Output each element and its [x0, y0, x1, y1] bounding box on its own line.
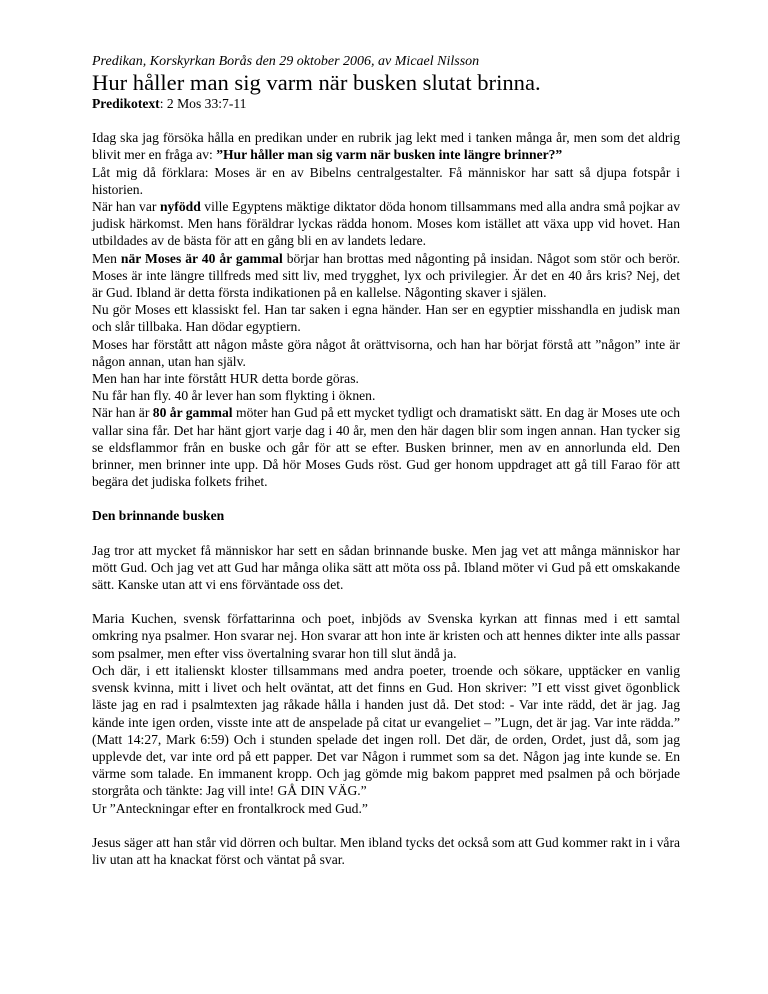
- intro-text: Idag ska jag försöka hålla en predikan under en rubrik jag lekt med i tanken många år, men som det aldrig blivit mer en fråga av:: [92, 130, 680, 163]
- paragraph-text: Och där, i ett italienskt kloster tillsammans med andra poeter, troende och sökare, upptäcker en vanlig svensk kvinna, mitt i livet och helt oväntat, att det finns en Gud. Hon skriver: ”I ett visst givet ögonblick läste jag en rad i psalmtexten jag råkade hålla i handen just då. Det stod: - Var inte rädd, det är jag. Jag kände inte igen orden, visste inte att de anspelade på citat ur evangeliet – ”Lugn, det är jag. Var inte rädda.” (Matt 14:27, Mark 6:59) Och i stunden spelade det ingen roll. Det där, de orden, Ordet, just då, som jag upplevde det, var inte ord på ett papper. Det var Någon i rummet som sa det. Någon jag inte kunde se. En värme som talade. En immanent kropp. Och jag gömde mig bakom pappret med psalmen på och började storgråta och tänkte: Jag vill inte! GÅ DIN VÄG.”: [92, 662, 680, 799]
- paragraph-text: Jesus säger att han står vid dörren och bultar. Men ibland tycks det också som att Gud kommer rakt in i våra liv utan att ha knackat först och väntat på svar.: [92, 834, 680, 867]
- section-paragraph-1: [92, 542, 680, 594]
- intro-text: möter han Gud på ett mycket tydligt och dramatiskt sätt. En dag är Moses ute och vallar sina får. Det har hänt gjort varje dag i 40 år, men den här dagen blir som ingen annan. Han tycker sig se eldsflammor från en buske och går för att se efter. Busken brinner, men av en annorlunda eld. Den brinner, men brinner inte upp. Då hör Moses Guds röst. Gud ger honom uppdraget att gå till Farao för att begära det judiska folkets frihet.: [92, 405, 681, 490]
- intro-paragraph-6: Moses har förstått att någon måste göra något åt orättvisorna, och han har börjat förstå att ”någon” inte är någon annan, utan han själv.: [92, 336, 680, 369]
- intro-text: När han var: [92, 199, 160, 215]
- page-title: Hur håller man sig varm när busken slutat brinna.: [92, 70, 541, 95]
- intro-paragraph-3: [92, 198, 680, 250]
- paragraph-text: Maria Kuchen, svensk författarinna och poet, inbjöds av Svenska kyrkan att finnas med i ett samtal omkring nya psalmer. Hon svarar nej. Hon svarar att hon inte är kristen och att hennes dikter inte alls passar som psalmer, men efter viss övertalning svarar hon till slut ändå ja.: [92, 611, 680, 661]
- section-paragraph-3: [92, 834, 680, 868]
- intro-text: ville Egyptens mäktige diktator döda honom tillsammans med alla andra små pojkar av judisk härkomst. Men hans föräldrar lyckas rädda honom. Moses kom istället att växa upp vid hovet. Han utbildades av de bästa för att en gång bli en av landets ledare.: [92, 199, 680, 249]
- intro-question: ”Hur håller man sig varm när busken inte längre brinner?”: [216, 147, 563, 163]
- intro-paragraph-4: [92, 250, 680, 302]
- intro-section: [92, 129, 680, 490]
- intro-emphasis: när Moses är 40 år gammal: [120, 250, 283, 266]
- text-reference-label: Predikotext: [92, 96, 160, 111]
- intro-paragraph-9: [92, 404, 680, 490]
- quote-source: Ur ”Anteckningar efter en frontalkrock med Gud.”: [92, 800, 368, 816]
- intro-paragraph-8: Nu får han fly. 40 år lever han som flykting i öknen.: [92, 388, 376, 404]
- document-page: [92, 53, 680, 868]
- paragraph-text: Jag tror att mycket få människor har sett en sådan brinnande buske. Men jag vet att många människor har mött Gud. Och jag vet att Gud har många olika sätt att möta oss på. Ibland möter vi Gud på ett omskakande sätt. Kanske utan att vi ens förväntade oss det.: [92, 542, 680, 593]
- sermon-byline: Predikan, Korskyrkan Borås den 29 oktober 2006, av Micael Nilsson: [92, 54, 480, 69]
- intro-emphasis: nyfödd: [159, 199, 201, 215]
- section-paragraph-2: [92, 610, 680, 816]
- intro-emphasis: 80 år gammal: [152, 405, 233, 421]
- intro-paragraph-5: Nu gör Moses ett klassiskt fel. Han tar saken i egna händer. Han ser en egyptier misshandla en judisk man och slår tillbaka. Han dödar egyptiern.: [92, 302, 680, 335]
- intro-text: Men: [92, 250, 121, 266]
- text-reference-value: : 2 Mos 33:7-11: [159, 96, 247, 111]
- intro-text: När han är: [92, 405, 153, 421]
- intro-paragraph-7: Men han har inte förstått HUR detta borde göras.: [92, 371, 359, 387]
- intro-paragraph-2: Låt mig då förklara: Moses är en av Bibelns centralgestalter. Få människor har satt så djupa fotspår i historien.: [92, 164, 680, 197]
- sermon-text-reference: [92, 95, 680, 112]
- intro-paragraph-1: [92, 129, 680, 163]
- section-heading: Den brinnande busken: [92, 508, 225, 524]
- intro-text: börjar han brottas med någonting på insidan. Något som stör och berör. Moses är inte längre tillfreds med sitt liv, med trygghet, lyx och privilegier. Är det en 40 års kris? Nej, det är Gud. Ibland är detta första indikationen på en kallelse. Någonting skaver i själen.: [92, 250, 680, 301]
